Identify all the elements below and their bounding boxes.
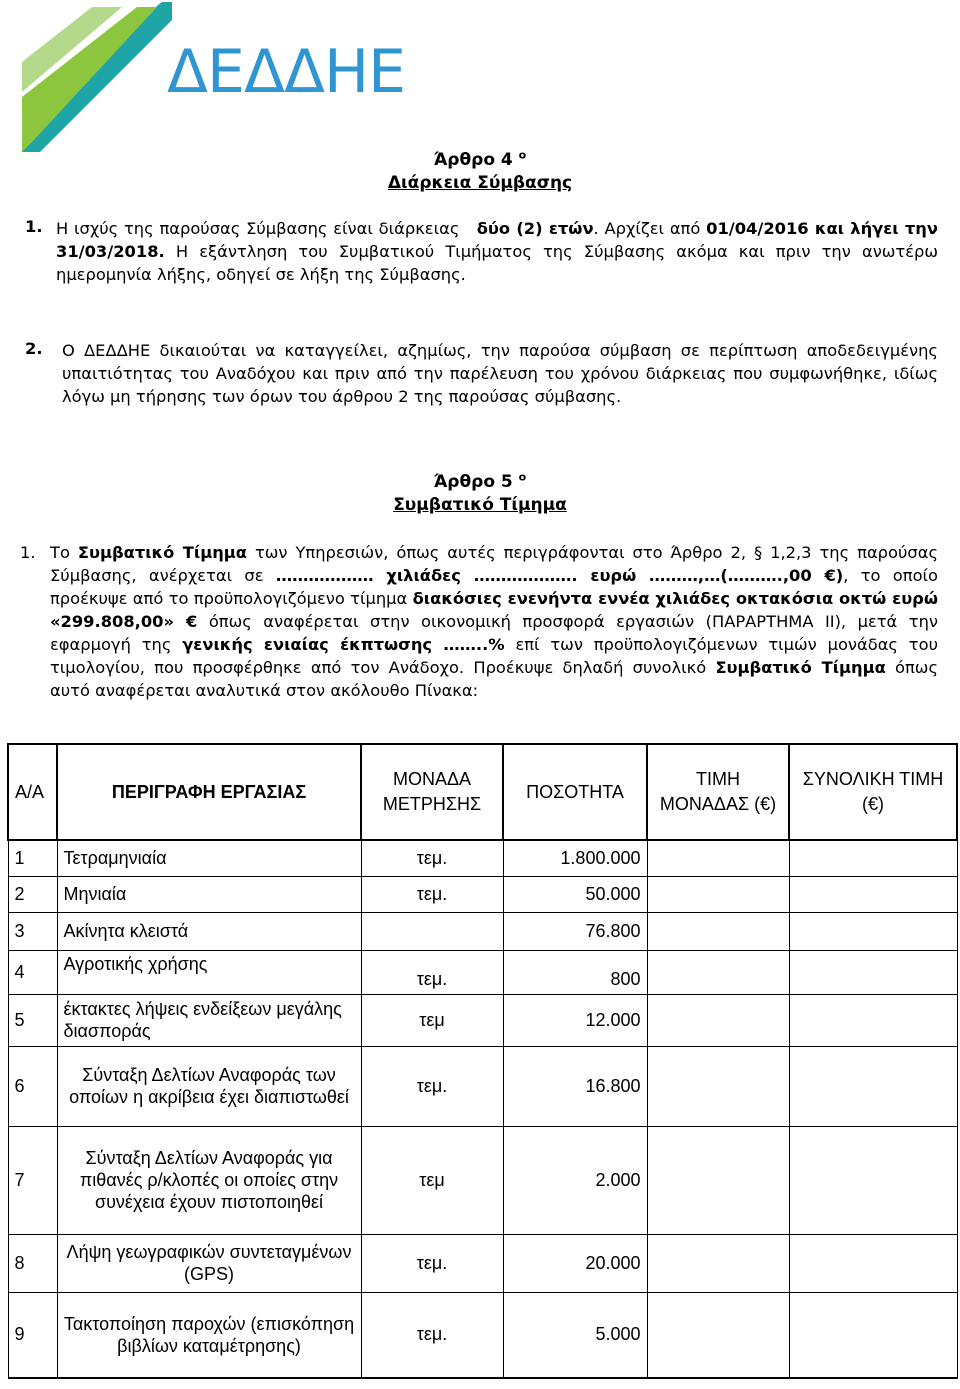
cell-total-price bbox=[789, 1292, 957, 1378]
cell-unit-price bbox=[647, 1046, 789, 1126]
deddie-logo bbox=[22, 2, 406, 152]
cell-aa: 9 bbox=[8, 1292, 57, 1378]
cell-aa: 8 bbox=[8, 1234, 57, 1292]
article5-heading: Άρθρο 5 $^o$ bbox=[433, 470, 527, 492]
cell-aa: 1 bbox=[8, 840, 57, 876]
cell-description: Μηνιαία bbox=[57, 876, 361, 912]
table-row bbox=[8, 1292, 957, 1378]
table-row bbox=[8, 912, 957, 950]
cell-unit-price bbox=[647, 876, 789, 912]
table-row bbox=[8, 840, 957, 876]
cell-unit: τεμ. bbox=[361, 1046, 503, 1126]
cell-description: Τετραμηνιαία bbox=[57, 840, 361, 876]
cell-unit-price bbox=[647, 994, 789, 1046]
article4-p2-number: 2. bbox=[25, 339, 43, 358]
cell-unit: τεμ. bbox=[361, 950, 503, 994]
article5-p1-number: 1. bbox=[20, 543, 36, 562]
cell-quantity: 12.000 bbox=[503, 994, 647, 1046]
article4-title: Διάρκεια Σύμβασης bbox=[387, 173, 573, 193]
work-items-table bbox=[7, 743, 958, 1379]
cell-quantity: 800 bbox=[503, 950, 647, 994]
cell-unit: τεμ. bbox=[361, 1234, 503, 1292]
cell-unit-price bbox=[647, 1234, 789, 1292]
table-row bbox=[8, 1234, 957, 1292]
cell-quantity: 1.800.000 bbox=[503, 840, 647, 876]
table-row bbox=[8, 1046, 957, 1126]
cell-total-price bbox=[789, 950, 957, 994]
header-unit: ΜΟΝΑΔΑ ΜΕΤΡΗΣΗΣ bbox=[361, 744, 503, 840]
cell-quantity: 2.000 bbox=[503, 1126, 647, 1234]
cell-quantity: 20.000 bbox=[503, 1234, 647, 1292]
logo-wordmark: ΔΕΔΔΗΕ bbox=[167, 37, 406, 107]
article4-p1-number: 1. bbox=[25, 217, 43, 236]
cell-quantity: 5.000 bbox=[503, 1292, 647, 1378]
cell-aa: 2 bbox=[8, 876, 57, 912]
cell-aa: 3 bbox=[8, 912, 57, 950]
cell-unit-price bbox=[647, 950, 789, 994]
cell-total-price bbox=[789, 876, 957, 912]
article4-paragraph-2: Ο ΔΕΔΔΗΕ δικαιούται να καταγγείλει, αζημίως, την παρούσα σύμβαση σε περίπτωση αποδεδειγμένης υπαιτιότητας του Αναδόχου και πριν από την παρέλευση του χρόνου διάρκειας που συμφωνήθηκε, ιδίως λόγω μη τήρησης των όρων του άρθρου 2 της παρούσας σύμβασης. bbox=[62, 341, 938, 406]
cell-unit: τεμ. bbox=[361, 1292, 503, 1378]
table-row bbox=[8, 876, 957, 912]
table-row bbox=[8, 1126, 957, 1234]
table-row bbox=[8, 950, 957, 994]
cell-total-price bbox=[789, 1126, 957, 1234]
article4-heading: Άρθρο 4 $^o$ bbox=[433, 148, 527, 170]
header-aa: Α/Α bbox=[8, 744, 57, 840]
cell-description: Σύνταξη Δελτίων Αναφοράς για πιθανές ρ/κλοπές οι οποίες στην συνέχεια έχουν πιστοποιηθεί bbox=[57, 1126, 361, 1234]
cell-aa: 5 bbox=[8, 994, 57, 1046]
logo-mark-icon bbox=[22, 2, 172, 152]
cell-aa: 7 bbox=[8, 1126, 57, 1234]
cell-description: Ακίνητα κλειστά bbox=[57, 912, 361, 950]
cell-quantity: 76.800 bbox=[503, 912, 647, 950]
cell-unit bbox=[361, 912, 503, 950]
cell-description: Τακτοποίηση παροχών (επισκόπηση βιβλίων καταμέτρησης) bbox=[57, 1292, 361, 1378]
table-row bbox=[8, 994, 957, 1046]
cell-unit: τεμ bbox=[361, 1126, 503, 1234]
article5-title: Συμβατικό Τίμημα bbox=[393, 495, 567, 515]
article4-paragraph-1: Η ισχύς της παρούσας Σύμβασης είναι διάρκειας δύο (2) ετών. Αρχίζει από 01/04/2016 και λήγει την 31/03/2018. Η εξάντληση του Συμβατικού Τιμήματος της Σύμβασης ακόμα και πριν την ανωτέρω ημερομηνία λήξης, οδηγεί σε λήξη της Σύμβασης. bbox=[56, 219, 938, 284]
cell-unit-price bbox=[647, 1126, 789, 1234]
article5-paragraph-1: Το Συμβατικό Τίμημα των Υπηρεσιών, όπως αυτές περιγράφονται στο Άρθρο 2, § 1,2,3 της παρούσας Σύμβασης, ανέρχεται σε ……………… χιλιάδες ………………. ευρώ ………,…(……….,00 €), το οποίο προέκυψε από το προϋπολογιζόμενο τίμημα διακόσιες ενενήντα εννέα χιλιάδες οκτακόσια οκτώ ευρώ «299.808,00» € όπως αναφέρεται στην οικονομική προσφορά εργασιών (ΠΑΡΑΡΤΗΜΑ ΙΙ), μετά την εφαρμογή της γενικής ενιαίας έκπτωσης ……..% επί των προϋπολογιζόμενων τιμών μονάδας του τιμολογίου, που προσφέρθηκε από τον Ανάδοχο. Προέκυψε δηλαδή συνολικό Συμβατικό Τίμημα όπως αυτό αναφέρεται αναλυτικά στον ακόλουθο Πίνακα: bbox=[50, 543, 939, 700]
cell-description: Σύνταξη Δελτίων Αναφοράς των οποίων η ακρίβεια έχει διαπιστωθεί bbox=[57, 1046, 361, 1126]
cell-unit-price bbox=[647, 912, 789, 950]
cell-unit: τεμ bbox=[361, 994, 503, 1046]
cell-total-price bbox=[789, 994, 957, 1046]
cell-description: Λήψη γεωγραφικών συντεταγμένων (GPS) bbox=[57, 1234, 361, 1292]
cell-unit: τεμ. bbox=[361, 876, 503, 912]
cell-unit-price bbox=[647, 1292, 789, 1378]
cell-aa: 4 bbox=[8, 950, 57, 994]
header-unit-price: ΤΙΜΗ ΜΟΝΑΔΑΣ (€) bbox=[647, 744, 789, 840]
cell-quantity: 50.000 bbox=[503, 876, 647, 912]
cell-total-price bbox=[789, 1234, 957, 1292]
table-header-row bbox=[8, 744, 957, 840]
cell-total-price bbox=[789, 912, 957, 950]
cell-quantity: 16.800 bbox=[503, 1046, 647, 1126]
header-total-price: ΣΥΝΟΛΙΚΗ ΤΙΜΗ (€) bbox=[789, 744, 957, 840]
header-quantity: ΠΟΣΟΤΗΤΑ bbox=[503, 744, 647, 840]
cell-total-price bbox=[789, 840, 957, 876]
cell-unit: τεμ. bbox=[361, 840, 503, 876]
cell-description: Αγροτικής χρήσης bbox=[57, 950, 361, 994]
cell-aa: 6 bbox=[8, 1046, 57, 1126]
cell-total-price bbox=[789, 1046, 957, 1126]
cell-unit-price bbox=[647, 840, 789, 876]
header-description: ΠΕΡΙΓΡΑΦΗ ΕΡΓΑΣΙΑΣ bbox=[57, 744, 361, 840]
cell-description: έκτακτες λήψεις ενδείξεων μεγάλης διασποράς bbox=[57, 994, 361, 1046]
